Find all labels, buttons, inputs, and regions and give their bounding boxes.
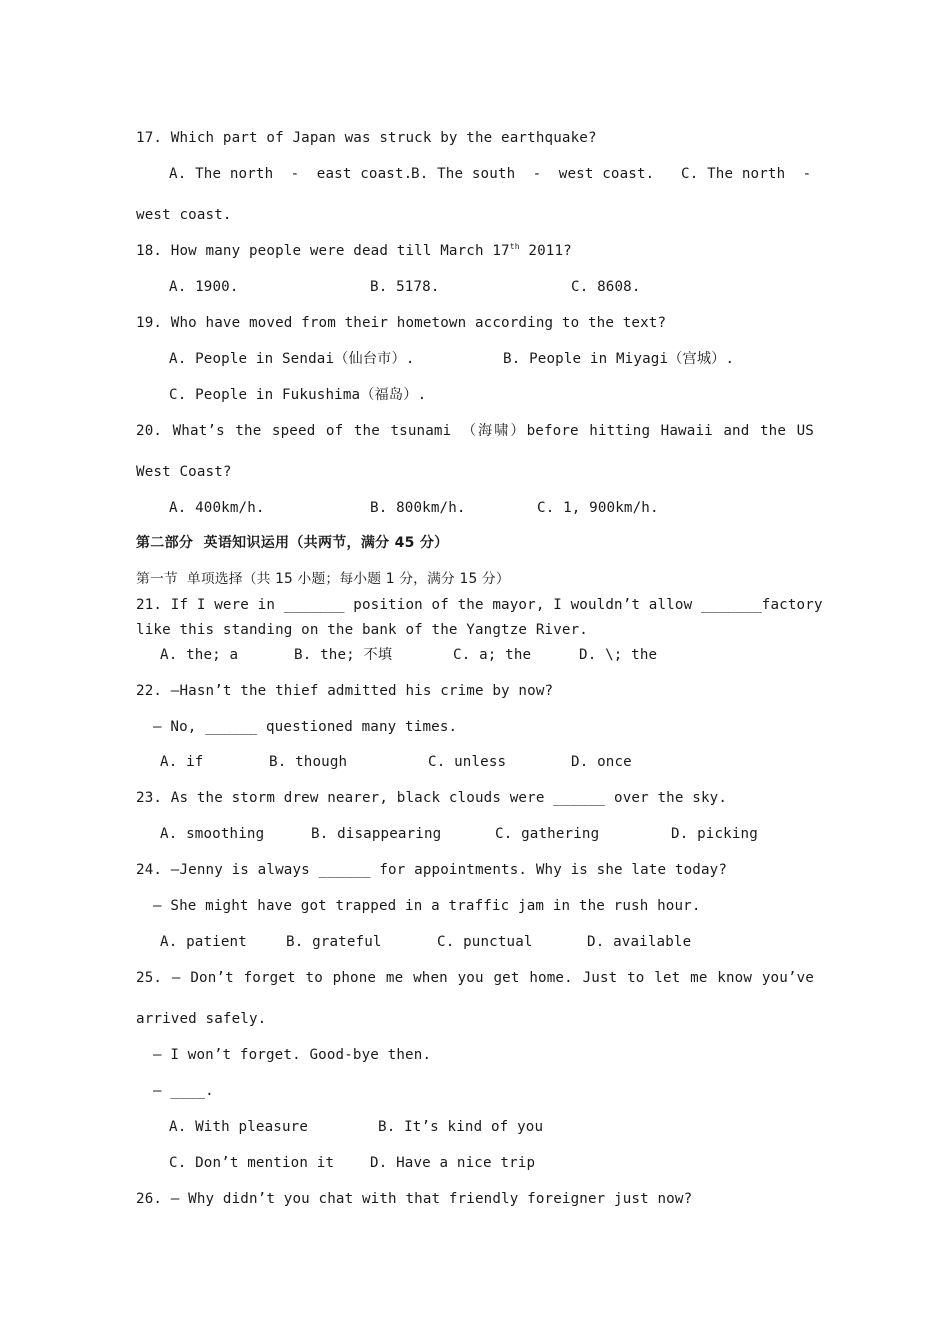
q21-option-b: B. the; 不填 [294, 647, 393, 663]
q18-stem: 18. How many people were dead till March 17th 2011? [136, 242, 572, 259]
q19-stem: 19. Who have moved from their hometown according to the text? [136, 315, 667, 331]
q20-option-b: B. 800km/h. [370, 500, 466, 516]
q21-stem: 21. If I were in _______ position of the mayor, I wouldn’t allow _______factory [136, 597, 823, 613]
q18-option-b: B. 5178. [370, 279, 440, 295]
q24-option-d: D. available [587, 934, 692, 950]
q17-stem: 17. Which part of Japan was struck by the earthquake? [136, 130, 597, 146]
q18-option-a: A. 1900. [169, 279, 239, 295]
q25-option-a: A. With pleasure [169, 1119, 309, 1135]
q17-option-a: A. The north - east coast. [169, 166, 413, 182]
q23-option-b: B. disappearing [311, 826, 442, 842]
q25-reply: — I won’t forget. Good-bye then. [153, 1047, 432, 1063]
q21-option-c: C. a; the [453, 647, 532, 663]
q19-option-a: A. People in Sendai（仙台市）. [169, 351, 415, 367]
q23-stem: 23. As the storm drew nearer, black clouds were ______ over the sky. [136, 790, 728, 806]
q22-option-b: B. though [269, 754, 348, 770]
section-one-heading: 第一节 单项选择（共 15 小题；每小题 1 分，满分 15 分） [136, 571, 510, 587]
q22-option-c: C. unless [428, 754, 507, 770]
q22-reply: — No, ______ questioned many times. [153, 719, 458, 735]
q23-option-a: A. smoothing [160, 826, 265, 842]
q25-stem: 25. — Don’t forget to phone me when you get home. Just to let me know you’ve [136, 970, 814, 986]
q17-option-c-continued: west coast. [136, 207, 232, 223]
q22-option-a: A. if [160, 754, 204, 770]
q19-option-b: B. People in Miyagi（宫城）. [503, 351, 735, 367]
q20-stem-continued: West Coast? [136, 464, 232, 480]
q24-option-b: B. grateful [286, 934, 382, 950]
q17-option-b: B. The south - west coast. [411, 166, 655, 182]
q21-option-a: A. the; a [160, 647, 239, 663]
q25-stem-continued: arrived safely. [136, 1011, 267, 1027]
q26-stem: 26. — Why didn’t you chat with that friendly foreigner just now? [136, 1191, 693, 1207]
q25-option-b: B. It’s kind of you [378, 1119, 544, 1135]
q20-option-c: C. 1, 900km/h. [537, 500, 659, 516]
q25-option-c: C. Don’t mention it [169, 1155, 335, 1171]
q24-option-a: A. patient [160, 934, 247, 950]
q23-option-c: C. gathering [495, 826, 600, 842]
q21-stem-continued: like this standing on the bank of the Yangtze River. [136, 622, 588, 638]
q17-option-c: C. The north - [681, 166, 812, 182]
q24-stem: 24. —Jenny is always ______ for appointments. Why is she late today? [136, 862, 728, 878]
q23-option-d: D. picking [671, 826, 758, 842]
q25-option-d: D. Have a nice trip [370, 1155, 536, 1171]
q21-option-d: D. \; the [579, 647, 658, 663]
q19-option-c: C. People in Fukushima（福岛）. [169, 387, 427, 403]
q18-option-c: C. 8608. [571, 279, 641, 295]
q22-stem: 22. —Hasn’t the thief admitted his crime by now? [136, 683, 554, 699]
q20-option-a: A. 400km/h. [169, 500, 265, 516]
q24-reply: — She might have got trapped in a traffic jam in the rush hour. [153, 898, 701, 914]
q24-option-c: C. punctual [437, 934, 533, 950]
q20-stem: 20. What’s the speed of the tsunami （海啸）before hitting Hawaii and the US [136, 423, 814, 439]
q25-reply-blank: — ____. [153, 1083, 214, 1099]
q22-option-d: D. once [571, 754, 632, 770]
part-two-heading: 第二部分 英语知识运用（共两节，满分 45 分） [136, 535, 449, 551]
